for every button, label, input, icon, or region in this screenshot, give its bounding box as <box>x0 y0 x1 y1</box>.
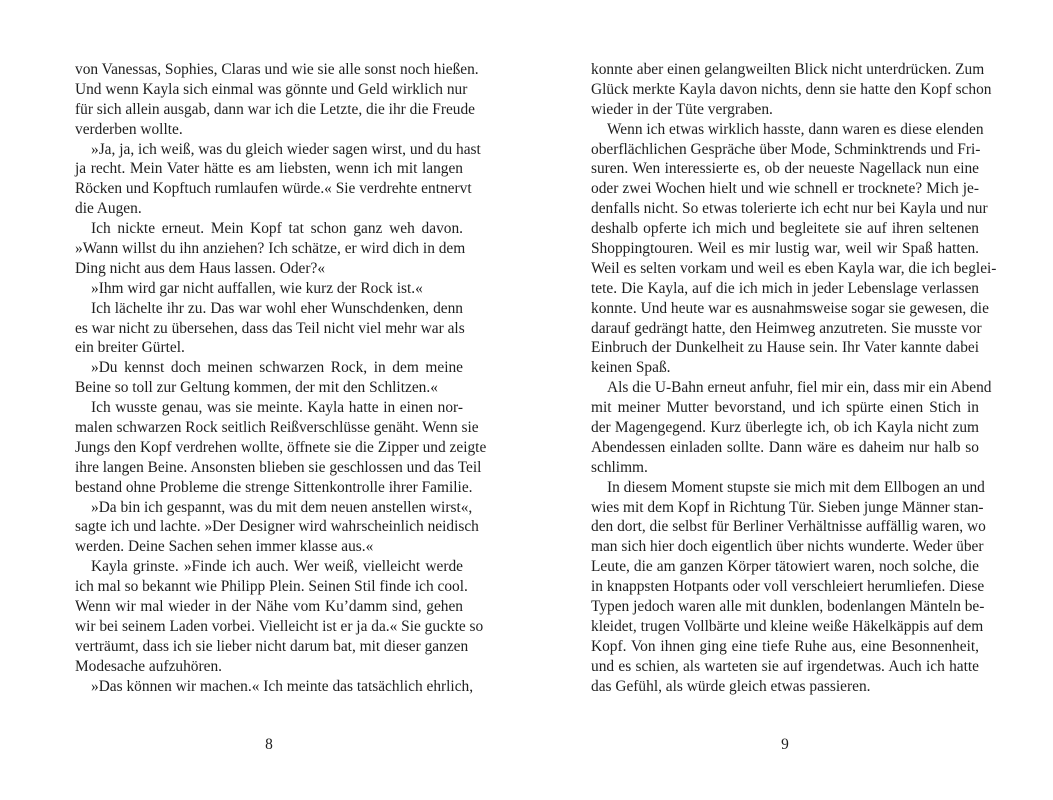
text-line: Leute, die am ganzen Körper tätowiert waren, noch solche, die <box>591 558 979 576</box>
text-line: es war nicht zu übersehen, dass das Teil nicht viel mehr war als <box>75 319 465 337</box>
right-page-number: 9 <box>781 736 789 753</box>
text-line: Und wenn Kayla sich einmal was gönnte und Geld wirklich nur <box>75 80 468 98</box>
left-page-text <box>75 60 487 710</box>
text-line: Ich nickte erneut. Mein Kopf tat schon ganz weh davon. <box>91 220 463 238</box>
text-line: verträumt, dass ich sie lieber nicht darum bat, mit dieser ganzen <box>75 637 469 655</box>
text-line: Weil es selten vorkam und weil es eben Kayla war, die ich beglei- <box>591 259 997 277</box>
left-page <box>75 60 487 760</box>
text-line: denfalls nicht. So etwas tolerierte ich echt nur bei Kayla und nur <box>591 200 988 218</box>
text-line: verderben wollte. <box>75 120 183 138</box>
text-line: schlimm. <box>591 458 648 476</box>
text-line: bestand ohne Probleme die strenge Sittenkontrolle ihrer Familie. <box>75 478 473 496</box>
text-line: Jungs den Kopf verdrehen wollte, öffnete sie die Zipper und zeigte <box>75 438 487 456</box>
text-line: »Wann willst du ihn anziehen? Ich schätze, er wird dich in dem <box>75 240 466 258</box>
text-line: Shoppingtouren. Weil es mir lustig war, weil wir Spaß hatten. <box>591 240 979 258</box>
text-line: die Augen. <box>75 200 142 218</box>
text-line: Abendessen einladen sollte. Dann wäre es daheim nur halb so <box>591 438 979 456</box>
text-line: in knappsten Hotpants oder voll verschleiert herumliefen. Diese <box>591 578 985 596</box>
text-line: malen schwarzen Rock seitlich Reißverschlüsse genäht. Wenn sie <box>75 419 479 437</box>
text-line: keinen Spaß. <box>591 359 671 377</box>
text-line: Glück merkte Kayla davon nichts, denn sie hatte den Kopf schon <box>591 80 992 98</box>
text-line: »Das können wir machen.« Ich meinte das tatsächlich ehrlich, <box>91 677 474 695</box>
text-line: und es schien, als warteten sie auf irgendetwas. Auch ich hatte <box>591 657 979 675</box>
text-line: oder zwei Wochen hielt und wie schnell er trocknete? Mich je- <box>591 180 979 198</box>
text-line: »Ihm wird gar nicht auffallen, wie kurz der Rock ist.« <box>91 279 423 297</box>
text-line: Als die U-Bahn erneut anfuhr, fiel mir ein, dass mir ein Abend <box>607 379 992 397</box>
text-line: Wenn ich etwas wirklich hasste, dann waren es diese elenden <box>607 120 984 138</box>
text-line: Röcken und Kopftuch rumlaufen würde.« Sie verdrehte entnervt <box>75 180 472 198</box>
text-line: Ich wusste genau, was sie meinte. Kayla hatte in einen nor- <box>91 399 463 417</box>
text-line: »Ja, ja, ich weiß, was du gleich wieder sagen wirst, und du hast <box>91 140 481 158</box>
text-line: Einbruch der Dunkelheit zu Hause sein. Ihr Vater kannte dabei <box>591 339 979 357</box>
left-page-number: 8 <box>265 736 273 753</box>
text-line: man sich hier doch eigentlich über nichts wunderte. Weder über <box>591 538 984 556</box>
text-line: von Vanessas, Sophies, Claras und wie sie alle sonst noch hießen. <box>75 61 479 78</box>
text-line: der Magengegend. Kurz überlegte ich, ob ich Kayla nicht zum <box>591 419 979 437</box>
text-line: wir bei seinem Laden vorbei. Vielleicht ist er ja da.« Sie guckte so <box>75 617 484 635</box>
text-line: für sich allein ausgab, dann war ich die Letzte, die ihr die Freude <box>75 100 476 118</box>
text-line: sagte ich und lachte. »Der Designer wird wahrscheinlich neidisch <box>75 518 479 536</box>
text-line: werden. Deine Sachen sehen immer klasse aus.« <box>75 538 374 556</box>
text-line: deshalb opferte ich mich und begleitete sie auf ihren seltenen <box>591 220 979 238</box>
text-line: ein breiter Gürtel. <box>75 339 185 357</box>
right-page-text <box>591 60 997 710</box>
text-line: suren. Wen interessierte es, ob der neueste Nagellack nun eine <box>591 160 979 178</box>
text-line: ja recht. Mein Vater hätte es am liebsten, wenn ich mit langen <box>75 160 463 178</box>
text-line: In diesem Moment stupste sie mich mit dem Ellbogen an und <box>607 478 985 496</box>
text-line: wieder in der Tüte vergraben. <box>591 100 773 118</box>
text-line: mit meiner Mutter bevorstand, und ich spürte einen Stich in <box>591 399 979 417</box>
text-line: wies mit dem Kopf in Richtung Tür. Sieben junge Männer stan- <box>591 498 984 516</box>
text-line: Kopf. Von ihnen ging eine tiefe Ruhe aus, eine Besonnenheit, <box>591 637 979 655</box>
text-line: Ding nicht aus dem Haus lassen. Oder?« <box>75 259 326 277</box>
text-line: Kayla grinste. »Finde ich auch. Wer weiß, vielleicht werde <box>91 558 463 576</box>
text-line: »Du kennst doch meinen schwarzen Rock, in dem meine <box>91 359 463 377</box>
text-line: tete. Die Kayla, auf die ich mich in jeder Lebenslage verlassen <box>591 279 979 297</box>
right-page <box>591 60 997 760</box>
text-line: Ich lächelte ihr zu. Das war wohl eher Wunschdenken, denn <box>91 299 463 317</box>
text-line: ich mal so bekannt wie Philipp Plein. Seinen Stil finde ich cool. <box>75 578 468 596</box>
text-line: oberflächlichen Gespräche über Mode, Schminktrends und Fri- <box>591 140 981 158</box>
text-line: das Gefühl, als würde gleich etwas passieren. <box>591 677 871 695</box>
text-line: Wenn wir mal wieder in der Nähe vom Ku’damm sind, gehen <box>75 598 463 616</box>
text-line: Typen jedoch waren alle mit dunklen, bodenlangen Mänteln be- <box>591 598 985 616</box>
text-line: darauf gedrängt hatte, den Heimweg anzutreten. Sie musste vor <box>591 319 982 337</box>
text-line: Beine so toll zur Geltung kommen, der mit den Schlitzen.« <box>75 379 438 397</box>
text-line: kleidet, trugen Vollbärte und kleine weiße Häkelkäppis auf dem <box>591 617 984 635</box>
text-line: den dort, die selbst für Berliner Verhältnisse auffällig waren, wo <box>591 518 986 536</box>
text-line: »Da bin ich gespannt, was du mit dem neuen anstellen wirst«, <box>91 498 473 516</box>
text-line: ihre langen Beine. Ansonsten blieben sie geschlossen und das Teil <box>75 458 482 476</box>
text-line: konnte. Und heute war es ausnahmsweise sogar sie gewesen, die <box>591 299 989 317</box>
text-line: Modesache aufzuhören. <box>75 657 223 675</box>
text-line: konnte aber einen gelangweilten Blick nicht unterdrücken. Zum <box>591 61 985 78</box>
